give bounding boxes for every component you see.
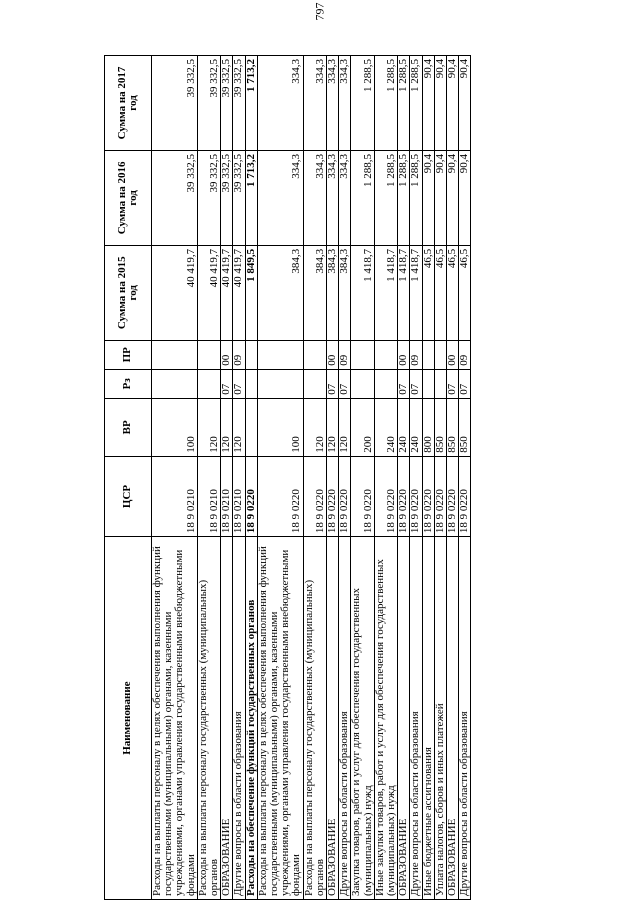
- cell-rz: 07: [221, 369, 233, 398]
- cell-vr: 850: [447, 398, 459, 456]
- cell-sum-2015: 46,5: [459, 245, 471, 340]
- cell-name: Другие вопросы в области образования: [339, 537, 351, 900]
- cell-sum-2017: 90,4: [434, 56, 446, 151]
- cell-vr: 120: [221, 398, 233, 456]
- cell-name: Расходы на выплаты персоналу в целях обеспечения выполнения функций государственными (муниципальными) органами, казенными учреждениями, органами управления государственными внебюджетными фондами: [152, 537, 198, 900]
- cell-sum-2017: 1 288,5: [374, 56, 397, 151]
- cell-csr: 18 9 0220: [327, 456, 339, 536]
- cell-name: Расходы на обеспечение функций государственных органов: [245, 537, 257, 900]
- cell-csr: 18 9 0220: [398, 456, 410, 536]
- cell-rz: 07: [233, 369, 245, 398]
- cell-sum-2017: 334,3: [303, 56, 326, 151]
- cell-sum-2015: 46,5: [434, 245, 446, 340]
- table-row: [374, 56, 397, 900]
- cell-name: Другие вопросы в области образования: [233, 537, 245, 900]
- cell-sum-2017: 90,4: [447, 56, 459, 151]
- cell-vr: 200: [351, 398, 374, 456]
- table-row: [434, 56, 446, 900]
- cell-pr: 09: [459, 340, 471, 369]
- cell-pr: [374, 340, 397, 369]
- cell-sum-2016: 1 288,5: [410, 150, 422, 245]
- cell-sum-2016: 334,3: [327, 150, 339, 245]
- cell-vr: 120: [197, 398, 220, 456]
- cell-pr: 00: [327, 340, 339, 369]
- cell-name: Другие вопросы в области образования: [410, 537, 422, 900]
- cell-vr: 100: [152, 398, 198, 456]
- table-row: [447, 56, 459, 900]
- cell-rz: [422, 369, 434, 398]
- cell-sum-2015: 40 419,7: [233, 245, 245, 340]
- cell-pr: [422, 340, 434, 369]
- cell-csr: 18 9 0220: [422, 456, 434, 536]
- cell-sum-2017: 1 288,5: [410, 56, 422, 151]
- cell-sum-2017: 90,4: [459, 56, 471, 151]
- cell-vr: 120: [339, 398, 351, 456]
- cell-pr: 00: [447, 340, 459, 369]
- cell-csr: 18 9 0220: [410, 456, 422, 536]
- cell-rz: [152, 369, 198, 398]
- cell-sum-2015: 1 418,7: [351, 245, 374, 340]
- cell-sum-2015: 1 849,5: [245, 245, 257, 340]
- cell-pr: [152, 340, 198, 369]
- cell-sum-2016: 334,3: [257, 150, 303, 245]
- cell-name: ОБРАЗОВАНИЕ: [447, 537, 459, 900]
- cell-name: Закупка товаров, работ и услуг для обеспечения государственных (муниципальных) нужд: [351, 537, 374, 900]
- cell-sum-2017: 39 332,5: [197, 56, 220, 151]
- cell-vr: [245, 398, 257, 456]
- cell-name: Уплата налогов, сборов и иных платежей: [434, 537, 446, 900]
- cell-sum-2015: 46,5: [422, 245, 434, 340]
- cell-rz: [351, 369, 374, 398]
- cell-vr: 800: [422, 398, 434, 456]
- cell-sum-2016: 39 332,5: [197, 150, 220, 245]
- cell-sum-2017: 334,3: [339, 56, 351, 151]
- cell-vr: 850: [434, 398, 446, 456]
- table-row: [257, 56, 303, 900]
- cell-name: Иные бюджетные ассигнования: [422, 537, 434, 900]
- cell-sum-2016: 1 288,5: [351, 150, 374, 245]
- table-header-row: [105, 56, 152, 900]
- cell-sum-2017: 90,4: [422, 56, 434, 151]
- cell-csr: 18 9 0210: [152, 456, 198, 536]
- cell-rz: 07: [459, 369, 471, 398]
- cell-rz: [257, 369, 303, 398]
- cell-rz: 07: [447, 369, 459, 398]
- cell-rz: [245, 369, 257, 398]
- cell-vr: 120: [303, 398, 326, 456]
- cell-sum-2016: 39 332,5: [233, 150, 245, 245]
- cell-csr: 18 9 0220: [245, 456, 257, 536]
- cell-sum-2016: 1 713,2: [245, 150, 257, 245]
- table-row: [233, 56, 245, 900]
- cell-sum-2015: 384,3: [339, 245, 351, 340]
- cell-pr: 09: [410, 340, 422, 369]
- table-row: [221, 56, 233, 900]
- cell-sum-2017: 334,3: [257, 56, 303, 151]
- cell-sum-2016: 90,4: [459, 150, 471, 245]
- cell-pr: 09: [233, 340, 245, 369]
- cell-csr: 18 9 0220: [447, 456, 459, 536]
- cell-sum-2016: 90,4: [434, 150, 446, 245]
- cell-vr: 240: [374, 398, 397, 456]
- rotated-table-container: [104, 55, 640, 900]
- cell-pr: [197, 340, 220, 369]
- cell-csr: 18 9 0220: [459, 456, 471, 536]
- cell-name: Расходы на выплаты персоналу государственных (муниципальных) органов: [303, 537, 326, 900]
- table-row: [245, 56, 257, 900]
- cell-sum-2016: 90,4: [422, 150, 434, 245]
- table-row: [339, 56, 351, 900]
- cell-pr: [245, 340, 257, 369]
- table-row: [398, 56, 410, 900]
- cell-sum-2015: 1 418,7: [410, 245, 422, 340]
- table-row: [303, 56, 326, 900]
- cell-pr: [434, 340, 446, 369]
- cell-sum-2015: 40 419,7: [221, 245, 233, 340]
- header-sum-2015: Сумма на 2015 год: [105, 245, 152, 340]
- cell-rz: [374, 369, 397, 398]
- cell-csr: 18 9 0210: [221, 456, 233, 536]
- cell-sum-2017: 39 332,5: [152, 56, 198, 151]
- cell-csr: 18 9 0220: [351, 456, 374, 536]
- table-row: [459, 56, 471, 900]
- cell-sum-2016: 334,3: [339, 150, 351, 245]
- cell-rz: 07: [339, 369, 351, 398]
- cell-pr: 09: [339, 340, 351, 369]
- cell-csr: 18 9 0210: [197, 456, 220, 536]
- cell-pr: [257, 340, 303, 369]
- cell-sum-2016: 39 332,5: [221, 150, 233, 245]
- cell-name: Расходы на выплаты персоналу в целях обеспечения выполнения функций государственными (муниципальными) органами, казенными учреждениями, органами управления государственными внебюджетными фондами: [257, 537, 303, 900]
- cell-sum-2017: 1 288,5: [398, 56, 410, 151]
- cell-name: ОБРАЗОВАНИЕ: [398, 537, 410, 900]
- cell-sum-2015: 1 418,7: [374, 245, 397, 340]
- cell-csr: 18 9 0220: [339, 456, 351, 536]
- cell-csr: 18 9 0220: [257, 456, 303, 536]
- cell-name: ОБРАЗОВАНИЕ: [221, 537, 233, 900]
- cell-rz: 07: [327, 369, 339, 398]
- table-row: [327, 56, 339, 900]
- header-pr: ПР: [105, 340, 152, 369]
- header-sum-2016: Сумма на 2016 год: [105, 150, 152, 245]
- budget-table: [104, 55, 471, 900]
- cell-csr: 18 9 0210: [233, 456, 245, 536]
- table-row: [351, 56, 374, 900]
- cell-sum-2015: 40 419,7: [152, 245, 198, 340]
- cell-rz: [303, 369, 326, 398]
- cell-csr: 18 9 0220: [434, 456, 446, 536]
- cell-sum-2015: 384,3: [303, 245, 326, 340]
- header-rz: Рз: [105, 369, 152, 398]
- cell-name: Иные закупки товаров, работ и услуг для обеспечения государственных (муниципальных) нужд: [374, 537, 397, 900]
- cell-rz: [197, 369, 220, 398]
- header-sum-2017: Сумма на 2017 год: [105, 56, 152, 151]
- cell-sum-2016: 1 288,5: [398, 150, 410, 245]
- cell-sum-2017: 1 713,2: [245, 56, 257, 151]
- header-name: Наименование: [105, 537, 152, 900]
- cell-sum-2016: 39 332,5: [152, 150, 198, 245]
- cell-vr: 120: [327, 398, 339, 456]
- table-row: [152, 56, 198, 900]
- cell-sum-2016: 1 288,5: [374, 150, 397, 245]
- cell-csr: 18 9 0220: [374, 456, 397, 536]
- cell-sum-2015: 384,3: [257, 245, 303, 340]
- header-csr: ЦСР: [105, 456, 152, 536]
- cell-rz: 07: [410, 369, 422, 398]
- cell-csr: 18 9 0220: [303, 456, 326, 536]
- cell-sum-2015: 384,3: [327, 245, 339, 340]
- cell-sum-2017: 334,3: [327, 56, 339, 151]
- cell-name: Другие вопросы в области образования: [459, 537, 471, 900]
- cell-vr: 240: [410, 398, 422, 456]
- cell-sum-2015: 40 419,7: [197, 245, 220, 340]
- cell-vr: 100: [257, 398, 303, 456]
- cell-sum-2017: 39 332,5: [233, 56, 245, 151]
- cell-sum-2015: 1 418,7: [398, 245, 410, 340]
- cell-sum-2017: 1 288,5: [351, 56, 374, 151]
- cell-pr: 00: [221, 340, 233, 369]
- cell-name: Расходы на выплаты персоналу государственных (муниципальных) органов: [197, 537, 220, 900]
- cell-sum-2017: 39 332,5: [221, 56, 233, 151]
- cell-sum-2015: 46,5: [447, 245, 459, 340]
- table-row: [197, 56, 220, 900]
- cell-name: ОБРАЗОВАНИЕ: [327, 537, 339, 900]
- table-row: [410, 56, 422, 900]
- table-wrapper: [104, 55, 640, 900]
- cell-vr: 240: [398, 398, 410, 456]
- header-vr: ВР: [105, 398, 152, 456]
- cell-pr: [351, 340, 374, 369]
- cell-rz: 07: [398, 369, 410, 398]
- cell-sum-2016: 90,4: [447, 150, 459, 245]
- table-row: [422, 56, 434, 900]
- cell-pr: 00: [398, 340, 410, 369]
- page-number: 797: [312, 2, 327, 21]
- cell-vr: 850: [459, 398, 471, 456]
- cell-rz: [434, 369, 446, 398]
- cell-pr: [303, 340, 326, 369]
- cell-sum-2016: 334,3: [303, 150, 326, 245]
- cell-vr: 120: [233, 398, 245, 456]
